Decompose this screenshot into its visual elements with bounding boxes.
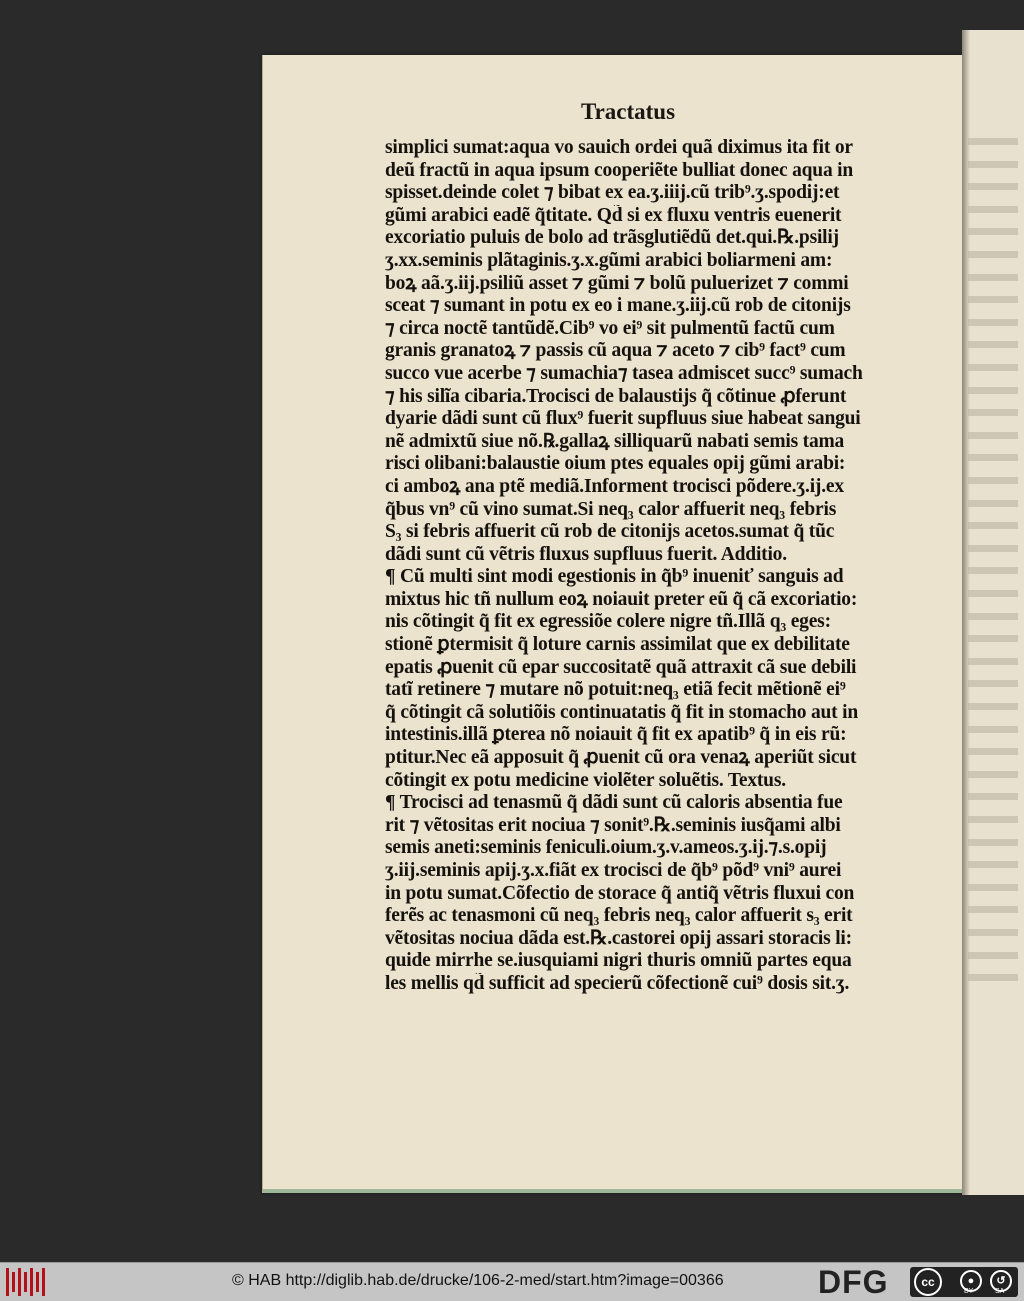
text-line: granis granatoꝝ ⁊ passis cũ aqua ⁊ aceto ⁊ cib⁹ fact⁹ cum [385,340,846,362]
text-line: risci olibani:balaustie oium ptes equales opij gũmi arabi: [385,453,846,475]
cc-license-badge[interactable] [910,1267,1018,1297]
facing-page-text-bleed [968,138,1018,145]
hab-logo-icon[interactable] [6,1268,46,1296]
text-line: cõtingit ex potu medicine violẽter soluẽtis. Textus. [385,769,786,791]
running-head: Tractatus [580,99,676,124]
facing-page-text-bleed [968,613,1018,620]
text-line: nis cõtingit q̃ fit ex egressiõe colere nigre tñ.Illã q₃ eges: [385,611,831,633]
facing-page-text-bleed [968,726,1018,733]
text-line: succo vue acerbe ⁊ sumachia⁊ tasea admiscet succ⁹ sumach [385,362,863,384]
hab-logo-bar [6,1268,9,1296]
hab-logo-bar [18,1268,21,1296]
text-line: spisset.deinde colet ⁊ bibat ex ea.ʒ.iiij.cũ trib⁹.ʒ.spodij:et [385,182,840,204]
facing-page-text-bleed [968,409,1018,416]
text-line: ci amboꝝ ana ptẽ mediã.Informent trocisci põdere.ʒ.ij.ex [385,475,844,497]
facing-page-text-bleed [968,206,1018,213]
text-line: les mellis qd̃ sufficit ad specierũ cõfectionẽ cui⁹ dosis sit.ʒ. [385,972,850,994]
text-line: in potu sumat.Cõfectio de storace q̃ antiq̃ vẽtris fluxui con [385,882,855,904]
facing-page-edge [962,30,1024,1195]
facing-page-text-bleed [968,952,1018,959]
text-line: ¶ Trocisci ad tenasmũ q̃ dãdi sunt cũ caloris absentia fue [385,792,843,814]
facing-page-text-bleed [968,454,1018,461]
hab-logo-bar [12,1272,15,1292]
facing-page-text-bleed [968,183,1018,190]
facing-page-text-bleed [968,816,1018,823]
text-line: epatis ꝓuenit cũ epar succositatẽ quã attraxit cã sue debili [385,656,857,678]
facing-page-text-bleed [968,906,1018,913]
by-label: BY [964,1288,974,1295]
book-page-scan [262,55,963,1193]
facing-page-text-bleed [968,590,1018,597]
text-line: mixtus hic tñ nullum eoꝝ noiauit preter eũ q̃ cã excoriatio: [385,588,858,610]
text-line: semis aneti:seminis feniculi.oium.ʒ.v.ameos.ʒ.ij.⁊.s.opij [385,837,827,859]
facing-page-text-bleed [968,839,1018,846]
facing-page-text-bleed [968,341,1018,348]
text-line: ferẽs ac tenasmoni cũ neq₃ febris neq₃ calor affuerit s₃ erit [385,905,853,927]
facing-page-text-bleed [968,929,1018,936]
text-line: stionẽ ꝑtermisit q̃ loture carnis assimilat que ex debilitate [385,634,850,656]
copyright-source-link[interactable]: © HAB http://diglib.hab.de/drucke/106-2-med/start.htm?image=00366 [232,1272,724,1289]
facing-page-text-bleed [968,703,1018,710]
attribution-icon: ● [960,1270,982,1292]
facing-page-text-bleed [968,748,1018,755]
share-alike-icon: ↺ [990,1270,1012,1292]
facing-page-text-bleed [968,387,1018,394]
text-line: deũ fractũ in aqua ipsum cooperiẽte bulliat donec aqua in [385,159,854,181]
facing-page-text-bleed [968,432,1018,439]
text-line: q̃ cõtingit cã solutiõis continuatatis q̃ fit in stomacho aut in [385,701,858,723]
text-line: ʒ.iij.seminis apij.ʒ.x.fiãt ex trocisci de q̃b⁹ põd⁹ vni⁹ aurei [385,860,842,881]
facing-page-text-bleed [968,567,1018,574]
hab-logo-bar [36,1272,39,1292]
facing-page-text-bleed [968,500,1018,507]
text-line: sceat ⁊ sumant in potu ex eo i mane.ʒ.iij.cũ rob de citonijs [385,295,851,317]
dfg-logo[interactable]: DFG [818,1264,889,1300]
facing-page-text-bleed [968,228,1018,235]
text-line: nẽ admixtũ siue nõ.℞.gallaꝝ silliquarũ nabati semis tama [385,430,845,452]
facing-page-text-bleed [968,296,1018,303]
sa-label: SA [995,1288,1005,1295]
facing-page-text-bleed [968,251,1018,258]
text-line: ¶ Cũ multi sint modi egestionis in q̃b⁹ inueniť sanguis ad [385,566,844,588]
facing-page-text-bleed [968,884,1018,891]
printed-text-block [385,137,945,996]
text-line: dãdi sunt cũ vẽtris fluxus supfluus fuerit. Additio. [385,543,787,565]
facing-page-text-bleed [968,274,1018,281]
facing-page-text-bleed [968,658,1018,665]
text-line: quide mirrhe se.iusquiami nigri thuris omniũ partes equa [385,950,852,972]
facing-page-text-bleed [968,680,1018,687]
text-line: rit ⁊ vẽtositas erit nociua ⁊ sonit⁹.℞.seminis iusq̃ami albi [385,814,841,836]
hab-logo-bar [24,1272,27,1292]
viewer-footer [0,1262,1024,1301]
text-line: vẽtositas nociua dãda est.℞.castorei opij assari storacis li: [385,927,852,949]
text-line: ⁊ his silĩa cibaria.Trocisci de balaustijs q̃ cõtinue ꝓferunt [385,385,847,407]
text-line: intestinis.illã ꝑterea nõ noiauit q̃ fit ex apatib⁹ q̃ in eis rũ: [385,724,847,746]
facing-page-text-bleed [968,635,1018,642]
text-line: S₃ si febris affuerit cũ rob de citonijs acetos.sumat q̃ tũc [385,521,835,543]
text-line: tatĩ retinere ⁊ mutare nõ potuit:neq₃ etiã fecit mẽtionẽ ei⁹ [385,679,846,701]
facing-page-text-bleed [968,793,1018,800]
cc-icon: cc [914,1268,942,1296]
page-edge [263,1189,963,1193]
text-line: boꝝ aã.ʒ.iij.psiliũ asset ⁊ gũmi ⁊ bolũ puluerizet ⁊ commi [385,272,849,294]
facing-page-text-bleed [968,161,1018,168]
text-line: dyarie dãdi sunt cũ flux⁹ fuerit supfluus siue habeat sangui [385,408,861,430]
facing-page-text-bleed [968,319,1018,326]
facing-page-text-bleed [968,771,1018,778]
text-line: ʒ.xx.seminis plãtaginis.ʒ.x.gũmi arabici boliarmeni am: [385,249,833,271]
facing-page-text-bleed [968,522,1018,529]
text-line: q̃bus vn⁹ cũ vino sumat.Si neq₃ calor affuerit neq₃ febris [385,498,837,520]
hab-logo-bar [42,1268,45,1296]
text-line: gũmi arabici eadẽ q̃titate. Qd̃ si ex fluxu ventris euenerit [385,204,842,226]
text-line: ptitur.Nec eã apposuit q̃ ꝓuenit cũ ora venaꝝ aperiũt sicut [385,747,857,769]
text-line: ⁊ circa noctẽ tantũdẽ.Cib⁹ vo ei⁹ sit pulmentũ factũ cum [385,317,835,339]
facing-page-text-bleed [968,364,1018,371]
text-line: simplici sumat:aqua vo sauich ordei quã diximus ita fit or [385,137,853,158]
facing-page-text-bleed [968,974,1018,981]
facing-page-text-bleed [968,477,1018,484]
facing-page-text-bleed [968,861,1018,868]
hab-logo-bar [30,1268,33,1296]
facing-page-text-bleed [968,545,1018,552]
text-line: excoriatio puluis de bolo ad trãsglutiẽdũ det.qui.℞.psilij [385,227,839,249]
